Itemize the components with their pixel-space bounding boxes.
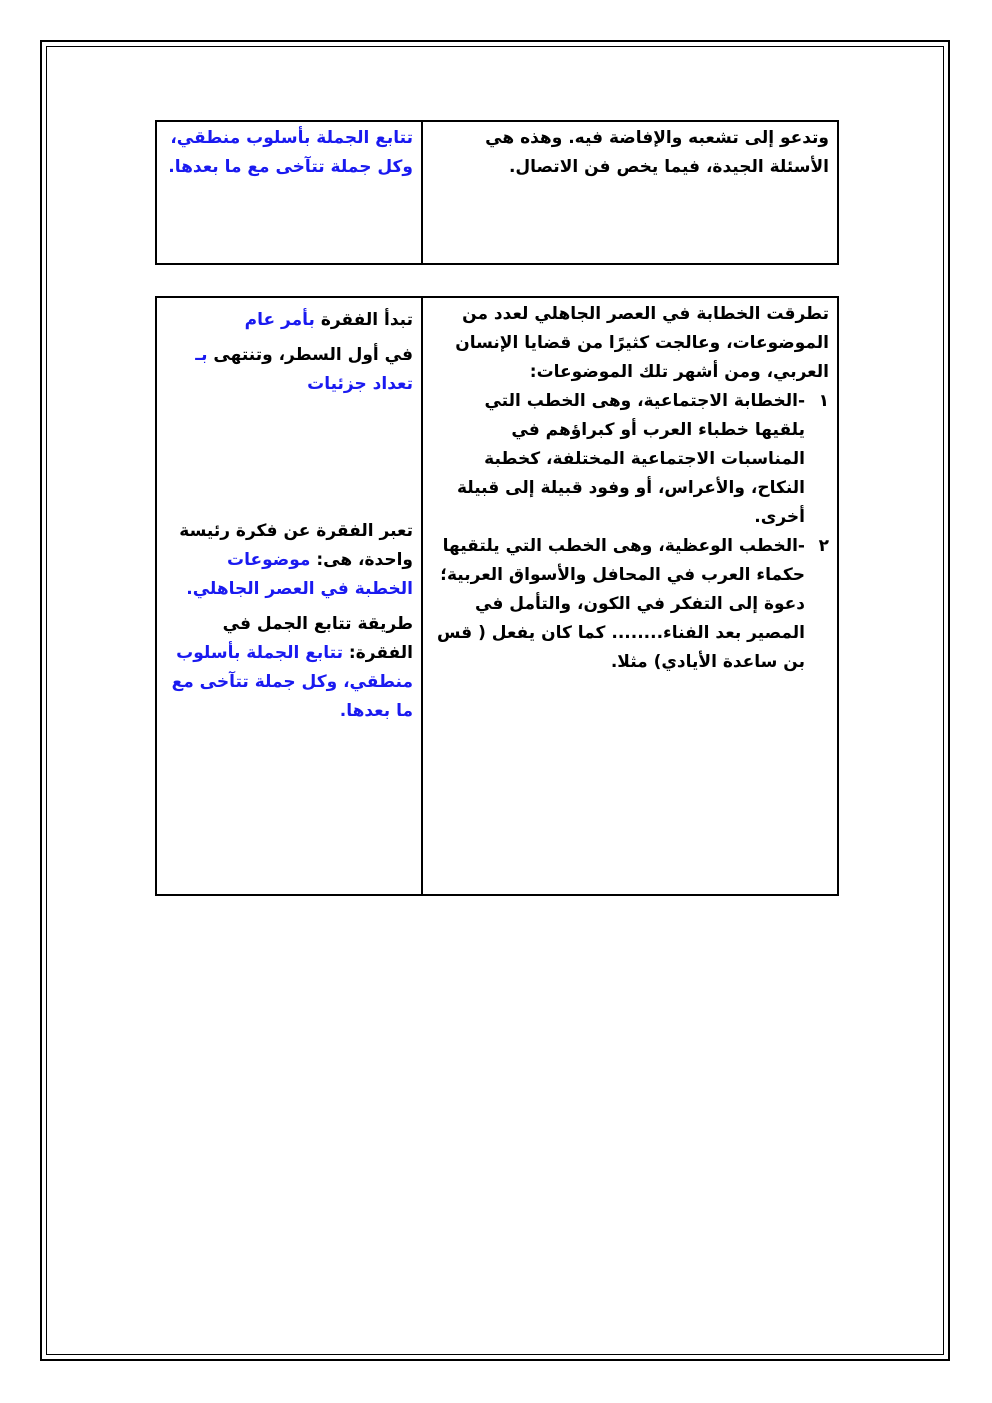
table1-right-cell [422, 121, 838, 264]
block1-black-b: في أول السطر، وتنتهى [213, 345, 413, 365]
list-item [429, 532, 829, 677]
paragraph-intro: تطرقت الخطابة في العصر الجاهلي لعدد من الموضوعات، وعالجت كثيرًا من قضايا الإنسان العربي، ومن أشهر تلك الموضوعات: [455, 304, 829, 382]
block2-black: تعبر الفقرة عن فكرة رئيسة واحدة، هى: [179, 521, 413, 570]
list-item-number: ١ [818, 391, 829, 411]
analysis-block-end [163, 341, 413, 399]
block2-blue: موضوعات الخطبة في العصر الجاهلي. [186, 550, 413, 599]
table1-right-text: وتدعو إلى تشعبه والإفاضة فيه. وهذه هي الأسئلة الجيدة، فيما يخص فن الاتصال. [485, 128, 829, 177]
table2-right-cell [422, 297, 838, 895]
table2-left-cell [156, 297, 422, 895]
analysis-block-sequence [163, 610, 413, 726]
block1-blue-a: بأمر عام [244, 310, 315, 330]
analysis-block-main-idea [163, 517, 413, 604]
paragraph-text [423, 298, 837, 677]
block3-black: طريقة تتابع الجمل في الفقرة: [222, 614, 413, 663]
table-row [156, 297, 838, 895]
table1-left-cell [156, 121, 422, 264]
block1-black-a: تبدأ الفقرة [320, 310, 413, 330]
table-questions [155, 120, 839, 265]
block3-blue: تتابع الجملة بأسلوب منطقي، وكل جملة تتآخى مع ما بعدها. [171, 643, 413, 721]
list-item-text: -الخطب الوعظية، وهى الخطب التي يلتقيها حكماء العرب في المحافل والأسواق العربية؛ دعوة إلى التفكر في الكون، والتأمل في المصير بعد الفناء........ كما كان يفعل ( قس بن ساعدة الأيادي) مثلا. [437, 536, 805, 672]
analysis-block-start-end [163, 306, 413, 335]
table1-left-text: تتابع الجملة بأسلوب منطقي، وكل جملة تتآخى مع ما بعدها. [168, 128, 413, 177]
list-item [429, 387, 829, 532]
table-row [156, 121, 838, 264]
list-item-text: -الخطابة الاجتماعية، وهى الخطب التي يلقيها خطباء العرب أو كبراؤهم في المناسبات الاجتماعية المختلفة، كخطبة النكاح، والأعراس، أو وفود قبيلة إلى قبيلة أخرى. [456, 391, 805, 527]
table-paragraph-analysis [155, 296, 839, 896]
analysis-notes [157, 298, 421, 726]
list-item-number: ٢ [818, 536, 829, 556]
block1-blue-b: بـ تعداد جزئيات [195, 345, 413, 394]
